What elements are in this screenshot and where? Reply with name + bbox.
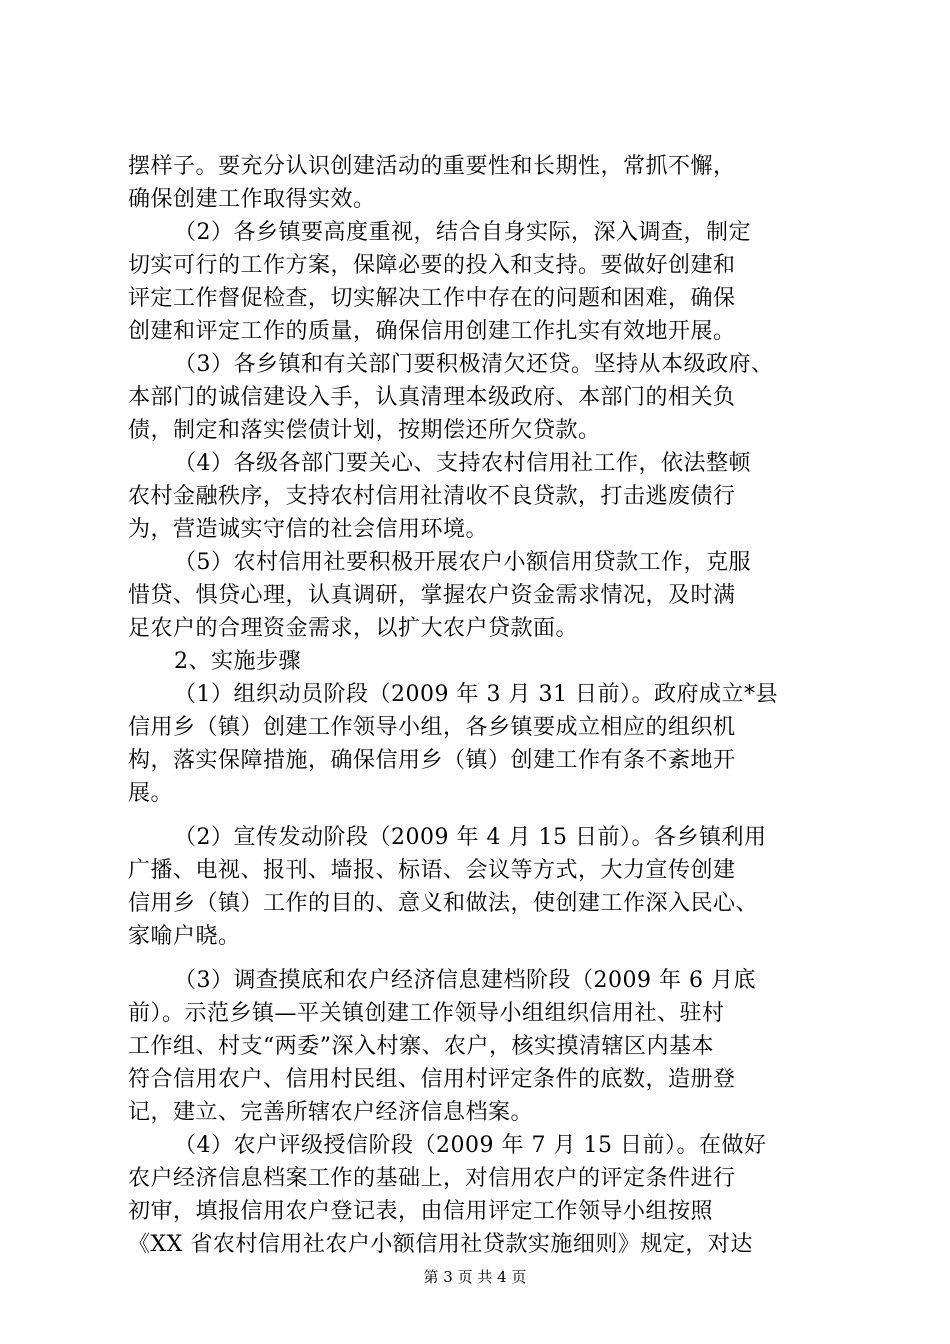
text-line: 评定工作督促检查，切实解决工作中存在的问题和困难，确保	[128, 286, 736, 311]
text-line: 惜贷、惧贷心理，认真调研，掌握农户资金需求情况，及时满	[128, 583, 736, 608]
text-line: （2）宣传发动阶段（2009 年 4 月 15 日前）。各乡镇利用	[174, 825, 767, 850]
text-line: （2）各乡镇要高度重视，结合自身实际，深入调查，制定	[174, 220, 751, 245]
text-line: （4）农户评级授信阶段（2009 年 7 月 15 日前）。在做好	[174, 1133, 767, 1158]
text-line: 符合信用农户、信用村民组、信用村评定条件的底数，造册登	[128, 1067, 736, 1092]
document-body	[128, 150, 828, 1261]
text-line: 切实可行的工作方案，保障必要的投入和支持。要做好创建和	[128, 253, 736, 278]
text-line: 记，建立、完善所辖农户经济信息档案。	[128, 1100, 534, 1125]
text-line: 家喻户晓。	[128, 924, 241, 949]
page-footer: 第 3 页 共 4 页	[423, 1268, 527, 1286]
text-line: 信用乡（镇）创建工作领导小组，各乡镇要成立相应的组织机	[128, 715, 736, 740]
text-line: 2、实施步骤	[174, 649, 301, 674]
text-line: （1）组织动员阶段（2009 年 3 月 31 日前）。政府成立*县	[174, 682, 778, 707]
text-line: （3）调查摸底和农户经济信息建档阶段（2009 年 6 月底	[174, 968, 756, 993]
text-line: 广播、电视、报刊、墙报、标语、会议等方式，大力宣传创建	[128, 858, 736, 883]
text-line: 构，落实保障措施，确保信用乡（镇）创建工作有条不紊地开	[128, 748, 736, 773]
text-line: 初审，填报信用农户登记表，由信用评定工作领导小组按照	[128, 1199, 714, 1224]
text-line: 农户经济信息档案工作的基础上，对信用农户的评定条件进行	[128, 1166, 736, 1191]
paragraph-gap	[128, 810, 828, 821]
text-line: （3）各乡镇和有关部门要积极清欠还贷。坚持从本级政府、	[174, 352, 774, 377]
paragraph-gap	[128, 953, 828, 964]
text-line: 确保创建工作取得实效。	[128, 187, 376, 212]
text-line: （4）各级各部门要关心、支持农村信用社工作，依法整顿	[174, 451, 751, 476]
text-line: 为，营造诚实守信的社会信用环境。	[128, 517, 489, 542]
text-line: 足农户的合理资金需求，以扩大农户贷款面。	[128, 616, 579, 641]
text-line: （5）农村信用社要积极开展农户小额信用贷款工作，克服	[174, 550, 751, 575]
text-line: 展。	[128, 781, 174, 806]
text-line: 本部门的诚信建设入手，认真清理本级政府、本部门的相关负	[128, 385, 736, 410]
text-line: 信用乡（镇）工作的目的、意义和做法，使创建工作深入民心、	[128, 891, 759, 916]
text-line: 债，制定和落实偿债计划，按期偿还所欠贷款。	[128, 418, 601, 443]
text-line: 工作组、村支“两委”深入村寨、农户，核实摸清辖区内基本	[128, 1034, 714, 1059]
text-line: 前）。示范乡镇—平关镇创建工作领导小组组织信用社、驻村	[128, 1001, 725, 1026]
text-line: 农村金融秩序，支持农村信用社清收不良贷款，打击逃废债行	[128, 484, 736, 509]
text-line: 摆样子。要充分认识创建活动的重要性和长期性，常抓不懈，	[128, 154, 736, 179]
text-line: 创建和评定工作的质量，确保信用创建工作扎实有效地开展。	[128, 319, 736, 344]
text-line: 《XX 省农村信用社农户小额信用社贷款实施细则》规定，对达	[128, 1232, 753, 1257]
